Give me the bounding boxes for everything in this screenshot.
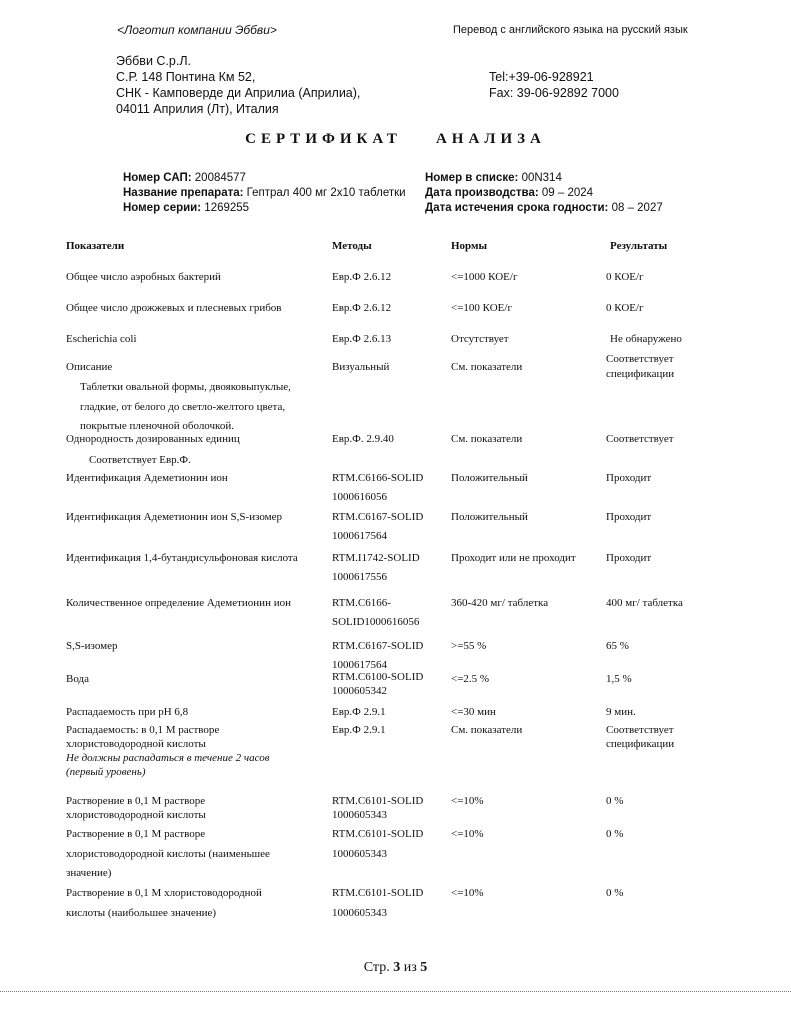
- sap-label: Номер САП:: [123, 172, 192, 184]
- row-norm: Положительный: [451, 472, 528, 484]
- column-header-norm: Нормы: [451, 240, 488, 252]
- page-of: из: [403, 960, 417, 975]
- row-norm: <=100 КОЕ/г: [451, 302, 512, 314]
- row-result: Проходит: [606, 472, 652, 484]
- row-result: Проходит: [606, 511, 652, 523]
- row-method: RTM.C6166-SOLID: [332, 472, 424, 484]
- row-norm: <=2.5 %: [451, 673, 490, 685]
- company-tel: Tel:+39-06-928921: [489, 70, 594, 84]
- row-result: 400 мг/ таблетка: [606, 597, 683, 609]
- exp-label: Дата истечения срока годности:: [425, 202, 609, 214]
- row-indicator: Общее число аэробных бактерий: [66, 271, 221, 283]
- page-current: 3: [393, 960, 401, 975]
- row-indicator: S,S-изомер: [66, 640, 118, 652]
- row-indicator: Escherichia coli: [66, 333, 137, 345]
- page-total: 5: [420, 960, 428, 975]
- row-method-line2: 1000605343: [332, 907, 387, 919]
- drug-name: [123, 186, 406, 200]
- row-indicator: Идентификация Адеметионин ион: [66, 472, 228, 484]
- list-label: Номер в списке:: [425, 172, 519, 184]
- row-note-line2: (первый уровень): [66, 766, 146, 778]
- company-address-line2: СНК - Камповерде ди Априлиа (Априлиа),: [116, 86, 361, 100]
- row-result: Проходит: [606, 552, 652, 564]
- row-norm: >=55 %: [451, 640, 487, 652]
- exp-value: 08 – 2027: [611, 202, 663, 214]
- row-result: 0 %: [606, 828, 624, 840]
- row-indicator: Общее число дрожжевых и плесневых грибов: [66, 302, 282, 314]
- company-fax: Fax: 39-06-92892 7000: [489, 86, 619, 100]
- row-method: RTM.I1742-SOLID: [332, 552, 420, 564]
- row-result: 0 КОЕ/г: [606, 302, 644, 314]
- row-norm: 360-420 мг/ таблетка: [451, 597, 549, 609]
- sap-value: 20084577: [194, 172, 246, 184]
- row-norm: <=30 мин: [451, 706, 496, 718]
- column-header-method: Методы: [332, 240, 372, 252]
- row-norm: См. показатели: [451, 433, 523, 445]
- row-norm: Положительный: [451, 511, 528, 523]
- list-number: [425, 171, 562, 185]
- sap-number: [123, 171, 246, 185]
- row-result: 0 %: [606, 887, 624, 899]
- page-divider: [0, 991, 791, 992]
- row-indicator-line3: значение): [66, 867, 112, 879]
- row-method-line2: 1000605343: [332, 809, 387, 821]
- row-method-line2: 1000617556: [332, 571, 387, 583]
- logo-placeholder: <Логотип компании Эббви>: [117, 23, 277, 37]
- row-indicator: Растворение в 0,1 М растворе: [66, 795, 206, 807]
- row-result: Соответствует: [606, 724, 674, 736]
- mfg-value: 09 – 2024: [541, 187, 594, 199]
- manufacture-date: [425, 186, 593, 200]
- row-method: RTM.C6101-SOLID: [332, 795, 424, 807]
- batch-label: Номер серии:: [123, 202, 202, 214]
- row-method: RTM.C6167-SOLID: [332, 511, 424, 523]
- row-indicator: Вода: [66, 673, 89, 685]
- row-result: 9 мин.: [606, 706, 636, 718]
- row-description-line: гладкие, от белого до светло-желтого цвета,: [80, 401, 286, 413]
- row-result: 65 %: [606, 640, 629, 652]
- translation-note: Перевод с английского языка на русский язык: [453, 24, 688, 36]
- certificate-title: [0, 131, 791, 148]
- column-header-result: Результаты: [610, 240, 668, 252]
- row-norm: <=10%: [451, 828, 484, 840]
- row-method-line2: 1000605343: [332, 848, 387, 860]
- row-indicator-line2: хлористоводородной кислоты (наименьшее: [66, 848, 270, 860]
- row-indicator: Количественное определение Адеметионин ион: [66, 597, 291, 609]
- row-method: Визуальный: [332, 361, 390, 373]
- drug-value: Гептрал 400 мг 2х10 таблетки: [246, 187, 406, 199]
- row-note: Не должны распадаться в течение 2 часов: [66, 752, 270, 764]
- row-method: Евр.Ф 2.6.12: [332, 302, 392, 314]
- row-norm: <=10%: [451, 795, 484, 807]
- row-method: Евр.Ф 2.9.1: [332, 706, 386, 718]
- row-indicator: Идентификация Адеметионин ион S,S-изомер: [66, 511, 283, 523]
- company-address-line1: С.Р. 148 Понтина Км 52,: [116, 70, 256, 84]
- row-method: Евр.Ф 2.9.1: [332, 724, 386, 736]
- page-label: Стр.: [363, 960, 390, 975]
- row-indicator: Растворение в 0,1 М растворе: [66, 828, 206, 840]
- row-result: Соответствует: [606, 353, 674, 365]
- row-norm: Отсутствует: [451, 333, 509, 345]
- row-result: Соответствует: [606, 433, 674, 445]
- row-method: Евр.Ф 2.6.12: [332, 271, 392, 283]
- row-method-line2: 1000616056: [332, 491, 387, 503]
- row-method: RTM.C6167-SOLID: [332, 640, 424, 652]
- row-method: RTM.C6101-SOLID: [332, 828, 424, 840]
- row-indicator-line2: хлористоводородной кислоты: [66, 809, 206, 821]
- row-method-line2: SOLID1000616056: [332, 616, 420, 628]
- row-result: 1,5 %: [606, 673, 632, 685]
- row-indicator-line2: кислоты (наибольшее значение): [66, 907, 217, 919]
- row-result-line2: спецификации: [606, 738, 675, 750]
- drug-label: Название препарата:: [123, 187, 244, 199]
- row-sub-note: Соответствует Евр.Ф.: [89, 454, 191, 466]
- row-norm: <=1000 КОЕ/г: [451, 271, 518, 283]
- row-method: Евр.Ф 2.6.13: [332, 333, 392, 345]
- row-indicator: Распадаемость: в 0,1 М растворе: [66, 724, 220, 736]
- column-header-indicator: Показатели: [66, 240, 125, 252]
- row-indicator-line2: хлористоводородной кислоты: [66, 738, 206, 750]
- row-norm: См. показатели: [451, 361, 523, 373]
- row-method: RTM.C6166-: [332, 597, 391, 609]
- row-indicator: Распадаемость при pH 6,8: [66, 706, 189, 718]
- row-description-line: Таблетки овальной формы, двояковыпуклые,: [80, 381, 291, 393]
- row-result: Не обнаружено: [610, 333, 682, 345]
- company-name: Эббви С.р.Л.: [116, 54, 191, 68]
- row-norm: См. показатели: [451, 724, 523, 736]
- row-result: 0 %: [606, 795, 624, 807]
- row-method: Евр.Ф. 2.9.40: [332, 433, 394, 445]
- row-norm: <=10%: [451, 887, 484, 899]
- row-method-line2: 1000617564: [332, 659, 387, 671]
- row-result: 0 КОЕ/г: [606, 271, 644, 283]
- row-method-line2: 1000617564: [332, 530, 387, 542]
- row-indicator: Растворение в 0,1 М хлористоводородной: [66, 887, 262, 899]
- company-address-line3: 04011 Априлия (Лт), Италия: [116, 102, 279, 116]
- row-norm: Проходит или не проходит: [451, 552, 576, 564]
- list-value: 00N314: [521, 172, 562, 184]
- row-method: RTM.C6100-SOLID: [332, 671, 424, 683]
- mfg-label: Дата производства:: [425, 187, 539, 199]
- batch-value: 1269255: [204, 202, 250, 214]
- row-indicator: Идентификация 1,4-бутандисульфоновая кислота: [66, 552, 298, 564]
- page-number: [0, 960, 791, 976]
- expiry-date: [425, 201, 663, 215]
- row-method: RTM.C6101-SOLID: [332, 887, 424, 899]
- row-indicator: Однородность дозированных единиц: [66, 433, 240, 445]
- row-result-line2: спецификации: [606, 368, 675, 380]
- certificate-title-word1: СЕРТИФИКАТ: [245, 131, 402, 147]
- row-indicator: Описание: [66, 361, 113, 373]
- row-method-line2: 1000605342: [332, 685, 387, 697]
- batch-number: [123, 201, 249, 215]
- row-description-line: покрытые пленочной оболочкой.: [80, 420, 234, 432]
- certificate-title-word2: АНАЛИЗА: [435, 131, 546, 147]
